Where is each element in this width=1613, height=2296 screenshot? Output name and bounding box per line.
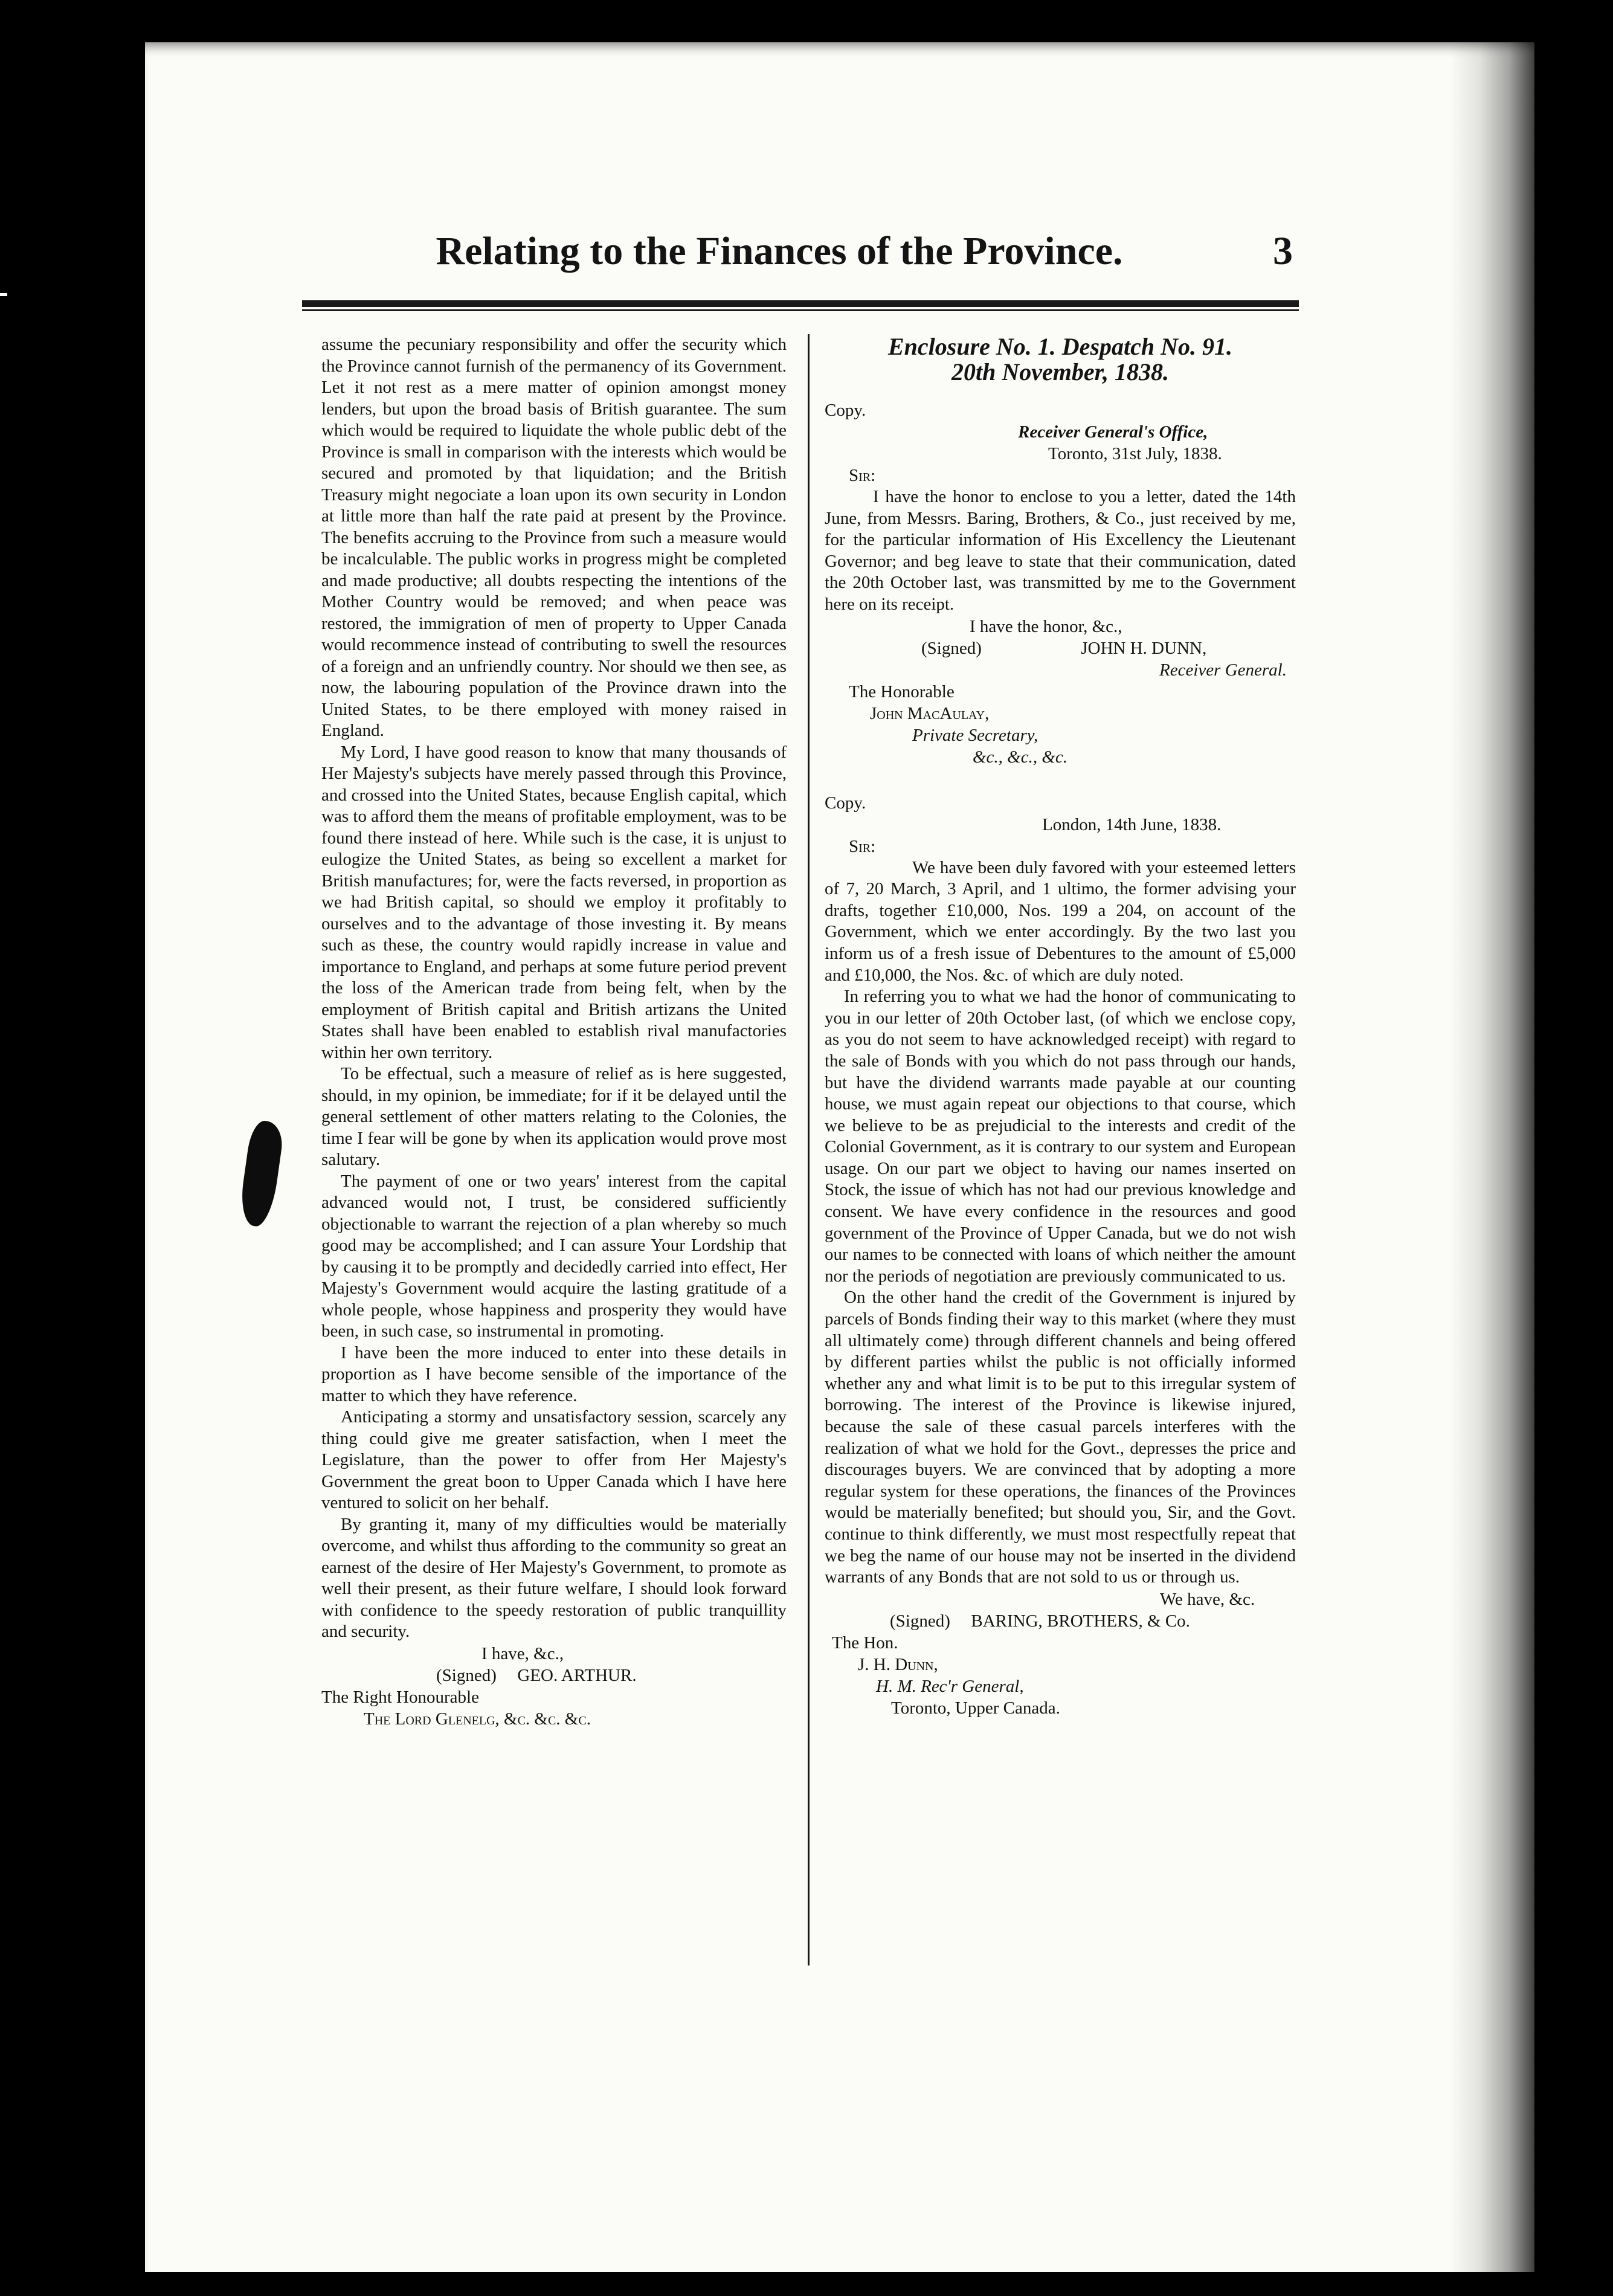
header-rule-thick <box>302 300 1299 307</box>
enclosure-heading: Enclosure No. 1. Despatch No. 91. <box>887 333 1233 360</box>
signature-line <box>825 1610 1296 1632</box>
addressee-line: The Honorable <box>849 682 955 701</box>
paragraph: Anticipating a stormy and unsatisfactory session, scarcely any thing could give me greater satisfaction, when I meet the Legislature, than the power to offer from Her Majesty's Government the great boon to Upper Canada which I have here ventured to solicit on her behalf. <box>321 1407 787 1512</box>
letter-body: I have the honor to enclose to you a letter, dated the 14th June, from Messrs. Baring, Brothers, & Co., just received by me, for the particular information of His Excellency the Lieutenant Governor; and beg leave to state that their communication, dated the 20th October last, was transmitted by me to the Government here on its receipt. <box>825 487 1296 614</box>
letter-paragraph: We have been duly favored with your esteemed letters of 7, 20 March, 3 April, and 1 ultimo, the former advising your drafts, together £10,000, Nos. 199 a 204, on account of the Government, which we enter accordingly. By the two last you inform us of a fresh issue of Debentures to the amount of £5,000 and £10,000, the Nos. &c. of which are duly noted. <box>825 857 1296 985</box>
copy-label: Copy. <box>825 401 866 420</box>
signature-line <box>825 637 1296 659</box>
signed-label: (Signed) <box>921 638 982 658</box>
scan-edge-mark <box>0 293 7 296</box>
signed-label: (Signed) <box>436 1665 497 1685</box>
copy-label: Copy. <box>825 793 866 813</box>
office-line: Receiver General's Office, <box>1018 422 1208 442</box>
letter-paragraph: In referring you to what we had the honor of communicating to you in our letter of 20th October last, (of which we enclose copy, as you do not seem to have acknowledged receipt) with regard to the sale of Bonds with you which do not pass through our hands, but have the dividend warrants made payable at our counting house, we must again repeat our objections to that course, which we believe to be as prejudicial to the interests and credit of the Colonial Government, as it is contrary to our system and European usage. On our part we object to having our names inserted on Stock, the issue of which has not had our previous knowledge and consent. We have every confidence in the resources and good government of the Province of Upper Canada, but we do not wish our names to be connected with loans of which neither the amount nor the periods of negotiation are previously communicated to us. <box>825 987 1296 1286</box>
addressee-line: &c., &c., &c. <box>973 747 1068 767</box>
salutation: Sir: <box>849 836 876 856</box>
addressee-line: J. H. Dunn, <box>858 1654 938 1674</box>
paragraph: To be effectual, such a measure of relief as is here suggested, should, in my opinion, be immediate; for if it be delayed until the general settlement of other matters relating to the Colonies, the time I fear will be gone by when its application would prove most salutary. <box>321 1064 787 1169</box>
letter-closing: I have, &c., <box>481 1643 564 1663</box>
signer-name: BARING, BROTHERS, & Co. <box>971 1611 1190 1631</box>
paragraph: I have been the more induced to enter into these details in proportion as I have become sensible of the importance of the matter to which they have reference. <box>321 1343 787 1405</box>
right-column <box>825 334 1296 1719</box>
signer-title: Receiver General. <box>1159 660 1287 680</box>
letter-paragraph: On the other hand the credit of the Government is injured by parcels of Bonds finding their way to this market (where they must all ultimately come) through different channels and being offered by different parties whilst the public is not officially informed whether any and what limit is to be put to this irregular system of borrowing. The interest of the Province is likewise injured, because the sale of these casual parcels interferes with the realization of what we hold for the Govt., depresses the price and discourages buyers. We are convinced that by adopting a more regular system for these operations, the finances of the Provinces would be materially benefited; but should you, Sir, and the Govt. continue to think differently, we must most respectfully repeat that we beg the name of our house may not be inserted in the dividend warrants of any Bonds that are not sold to us or through us. <box>825 1288 1296 1587</box>
addressee-line: The Lord Glenelg, &c. &c. &c. <box>364 1709 591 1729</box>
addressee-line: Private Secretary, <box>912 725 1038 745</box>
paragraph: By granting it, many of my difficulties would be materially overcome, and whilst thus affording to the community so great an earnest of the desire of Her Majesty's Government, to promote as well their present, as their future welfare, I should look forward with confidence to the speedy restoration of public tranquillity and security. <box>321 1514 787 1641</box>
page-fold-shadow <box>1450 42 1534 2272</box>
signer-name: GEO. ARTHUR. <box>517 1665 637 1685</box>
paragraph: My Lord, I have good reason to know that many thousands of Her Majesty's subjects have merely passed through this Province, and crossed into the United States, because English capital, which was to afford them the means of profitable employment, was to be found there instead of here. While such is the case, it is unjust to eulogize the United States, as being so excellent a market for British manufactures; for, were the facts reversed, in proportion as we had British capital, so should we employ it profitably to ourselves and to the advantage of those investing it. By means such as these, the country would rapidly increase in value and importance to England, and perhaps at some future period prevent the loss of the American trade from being felt, when by the employment of British capital and British artizans the United States shall have been enabled to establish rival manufactories within her own territory. <box>321 742 787 1062</box>
addressee-line: The Right Honourable <box>321 1687 479 1707</box>
left-column <box>321 334 787 1730</box>
page-title: Relating to the Finances of the Province. <box>436 229 1123 273</box>
signed-label: (Signed) <box>890 1611 950 1631</box>
paragraph: assume the pecuniary responsibility and offer the security which the Province cannot furnish of the permanency of its Government. Let it not rest as a mere matter of opinion amongst money lenders, but upon the broad basis of British guarantee. The sum which would be required to liquidate the whole public debt of the Province is small in comparison with the interests which would be secured and promoted by that liquidation; and the British Treasury might negociate a loan upon its own security in London at little more than half the rate paid at present by the Province. The benefits accruing to the Province from such a measure would be incalculable. The public works in progress might be completed and made productive; all doubts respecting the intentions of the Mother Country would be removed; and when peace was restored, the immigration of men of property to Upper Canada would recommence instead of contributing to swell the resources of a foreign and an unfriendly country. Nor should we then see, as now, the labouring population of the Province drawn into the United States, to be there employed with money raised in England. <box>321 335 787 740</box>
letter-closing: I have the honor, &c., <box>970 616 1122 636</box>
addressee-line: The Hon. <box>832 1633 898 1653</box>
column-divider <box>808 334 810 1965</box>
letter-closing: We have, &c. <box>1160 1589 1255 1609</box>
page-number: 3 <box>1273 229 1293 273</box>
salutation: Sir: <box>849 466 876 485</box>
addressee-line: John MacAulay, <box>870 703 990 723</box>
addressee-line: H. M. Rec'r General, <box>876 1676 1024 1696</box>
addressee-line: Toronto, Upper Canada. <box>891 1698 1060 1718</box>
signer-name: JOHN H. DUNN, <box>1081 638 1207 658</box>
paragraph: The payment of one or two years' interest from the capital advanced would not, I trust, be considered sufficiently objectionable to warrant the rejection of a plan whereby so much good may be accomplished; and I can assure Your Lordship that by causing it to be promptly and decidedly carried into effect, Her Majesty's Government would acquire the lasting gratitude of a whole people, whose happiness and prosperity they would have been, in such case, so instrumental in promoting. <box>321 1171 787 1341</box>
enclosure-date: 20th November, 1838. <box>951 358 1169 385</box>
place-date: Toronto, 31st July, 1838. <box>1048 444 1222 463</box>
place-date: London, 14th June, 1838. <box>1042 814 1222 834</box>
signature-line <box>321 1665 787 1686</box>
header-rule-thin <box>302 309 1299 311</box>
